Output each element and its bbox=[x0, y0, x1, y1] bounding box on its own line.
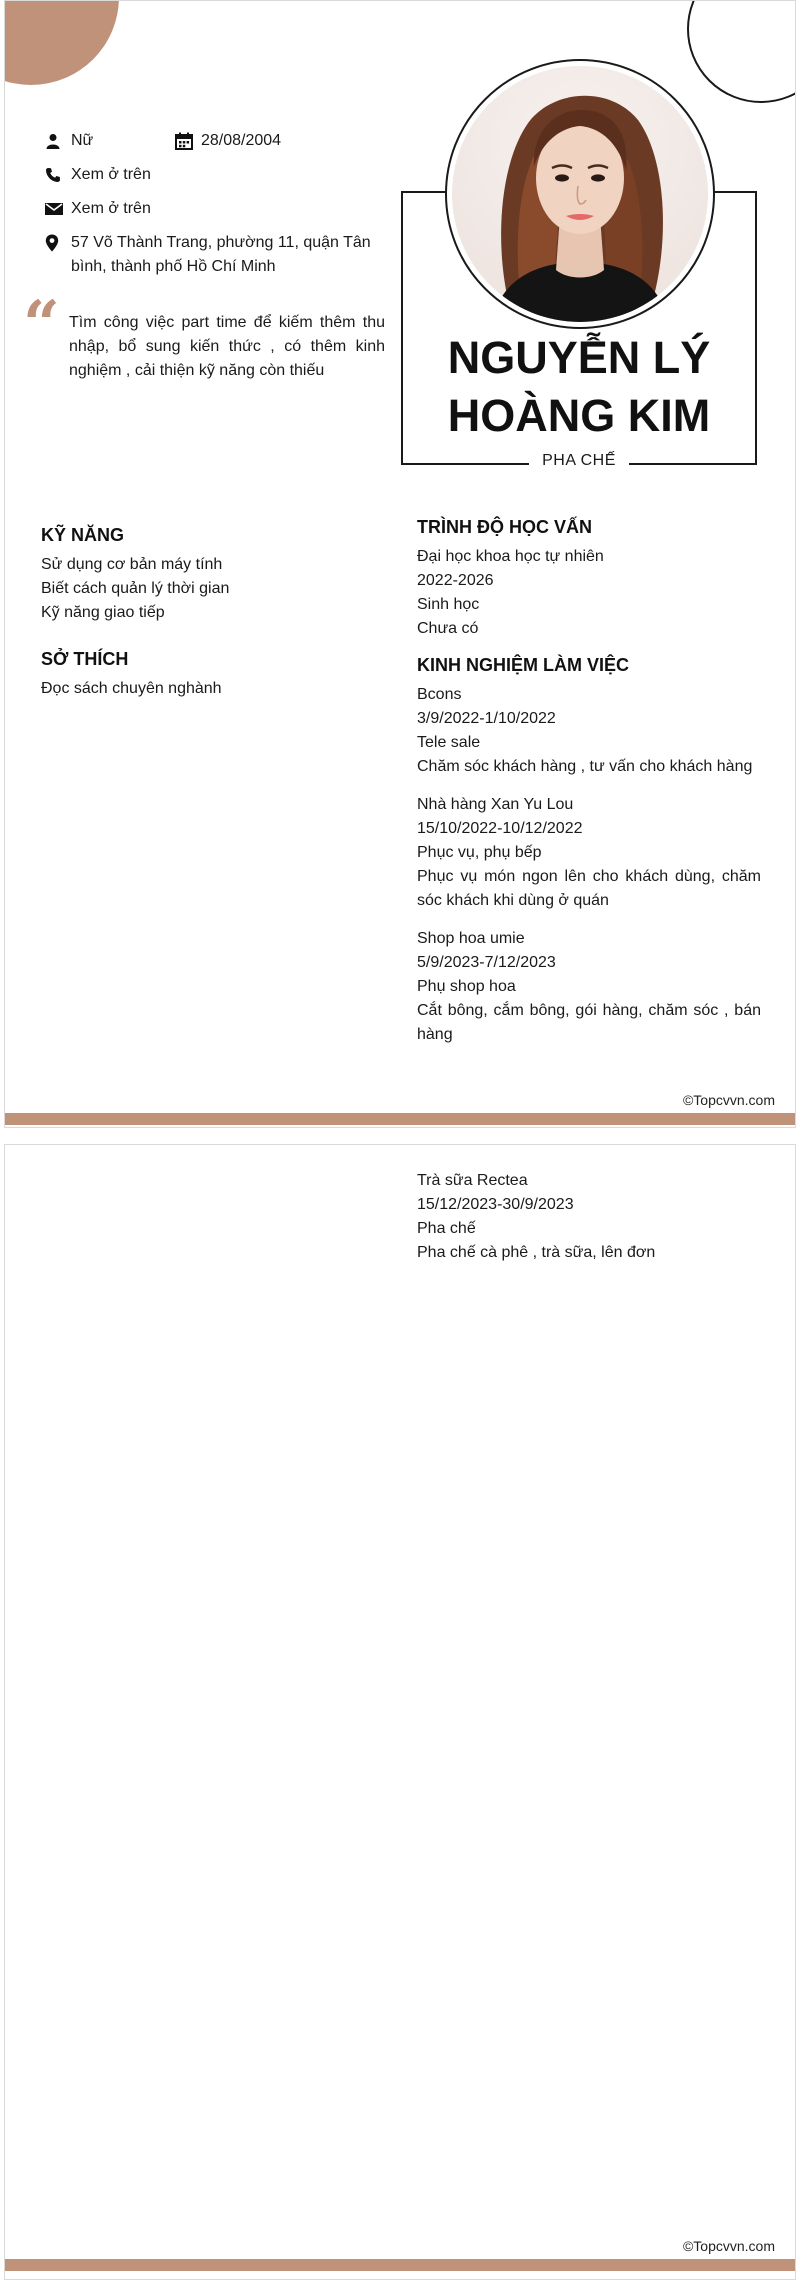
job-role: Tele sale bbox=[417, 734, 481, 751]
hobbies-heading: SỞ THÍCH bbox=[41, 649, 129, 669]
quote-icon: “ bbox=[23, 287, 60, 362]
job-role: Pha chế bbox=[417, 1220, 476, 1237]
job-company: Trà sữa Rectea bbox=[417, 1172, 528, 1189]
skill-item: Kỹ năng giao tiếp bbox=[41, 604, 165, 621]
candidate-title: PHA CHẾ bbox=[529, 449, 629, 473]
job-period: 15/10/2022-10/12/2022 bbox=[417, 820, 583, 837]
contact-email bbox=[45, 197, 151, 221]
job-company: Shop hoa umie bbox=[417, 930, 525, 947]
job-role: Phụ shop hoa bbox=[417, 978, 516, 995]
email-value: Xem ở trên bbox=[71, 200, 151, 217]
birthday-value: 28/08/2004 bbox=[201, 132, 282, 149]
contact-gender bbox=[45, 129, 93, 153]
job-company: Nhà hàng Xan Yu Lou bbox=[417, 796, 574, 813]
job-description: Pha chế cà phê , trà sữa, lên đơn bbox=[417, 1244, 656, 1261]
education-school: Đại học khoa học tự nhiên bbox=[417, 548, 604, 565]
footer-bar bbox=[5, 2259, 795, 2271]
job-period: 5/9/2023-7/12/2023 bbox=[417, 954, 556, 971]
job-role: Phục vụ, phụ bếp bbox=[417, 844, 542, 861]
contact-birthday bbox=[175, 129, 281, 153]
contact-phone bbox=[45, 163, 151, 187]
footer-watermark: ©Topcvvn.com bbox=[682, 1092, 775, 1108]
candidate-name: NGUYỄN LÝ HOÀNG KIM bbox=[447, 332, 711, 441]
gender-value: Nữ bbox=[71, 132, 94, 149]
calendar-icon bbox=[175, 129, 195, 153]
footer-watermark: ©Topcvvn.com bbox=[682, 2238, 775, 2254]
job-company: Bcons bbox=[417, 686, 462, 703]
cv-page-1 bbox=[4, 0, 796, 1128]
education-period: 2022-2026 bbox=[417, 572, 494, 589]
envelope-icon bbox=[45, 197, 65, 221]
phone-value: Xem ở trên bbox=[71, 166, 151, 183]
job-description: Chăm sóc khách hàng , tư vấn cho khách hàng bbox=[417, 758, 753, 775]
cv-page-2 bbox=[4, 1144, 796, 2280]
decor-ring-top-right bbox=[687, 0, 796, 103]
skill-item: Biết cách quản lý thời gian bbox=[41, 580, 230, 597]
skill-item: Sử dụng cơ bản máy tính bbox=[41, 556, 223, 573]
job-description: Cắt bông, cắm bông, gói hàng, chăm sóc , bán hàng bbox=[417, 1002, 761, 1043]
education-result: Chưa có bbox=[417, 620, 479, 637]
job-description: Phục vụ món ngon lên cho khách dùng, chăm sóc khách khi dùng ở quán bbox=[417, 868, 761, 909]
skills-heading: KỸ NĂNG bbox=[41, 525, 125, 545]
hobby-item: Đọc sách chuyên nghành bbox=[41, 680, 222, 697]
phone-icon bbox=[45, 163, 65, 187]
person-icon bbox=[45, 129, 65, 153]
education-major: Sinh học bbox=[417, 596, 480, 613]
career-objective: Tìm công việc part time để kiếm thêm thu nhập, bổ sung kiến thức , có thêm kinh nghiệm , cải thiện kỹ năng còn thiếu bbox=[69, 314, 385, 379]
decor-circle-top-left bbox=[4, 0, 119, 85]
avatar bbox=[452, 66, 708, 322]
education-heading: TRÌNH ĐỘ HỌC VẤN bbox=[417, 517, 592, 537]
location-pin-icon bbox=[45, 231, 65, 255]
job-period: 3/9/2022-1/10/2022 bbox=[417, 710, 556, 727]
job-period: 15/12/2023-30/9/2023 bbox=[417, 1196, 574, 1213]
contact-address bbox=[45, 231, 385, 279]
address-value: 57 Võ Thành Trang, phường 11, quận Tân bình, thành phố Hồ Chí Minh bbox=[71, 234, 371, 275]
experience-heading: KINH NGHIỆM LÀM VIỆC bbox=[417, 655, 630, 675]
footer-bar bbox=[5, 1113, 795, 1125]
